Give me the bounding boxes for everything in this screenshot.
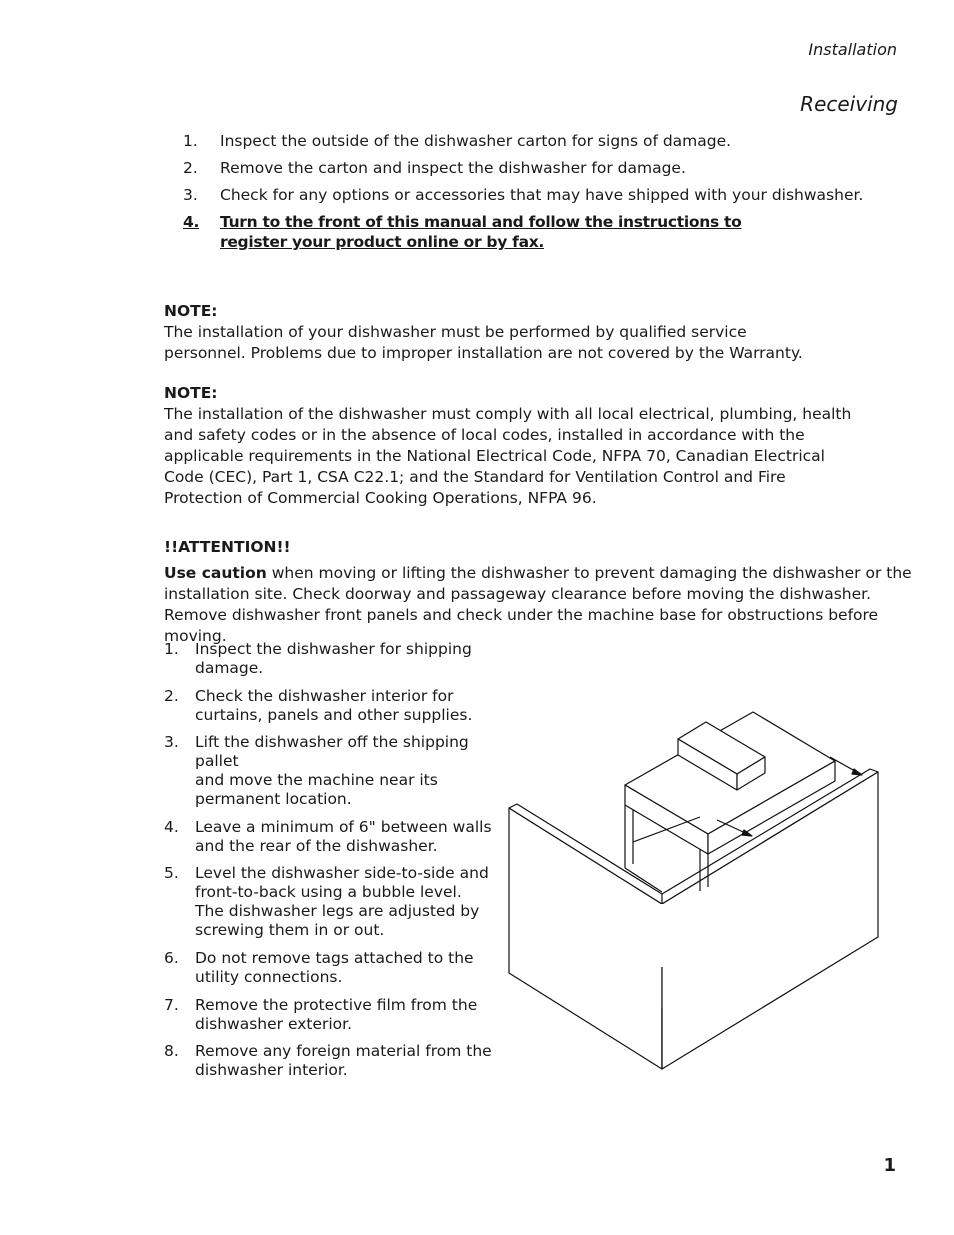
- list-text: Inspect the outside of the dishwasher carton for signs of damage.: [220, 132, 732, 150]
- list-item: [164, 949, 514, 987]
- list-item: [164, 687, 514, 725]
- list-text: Turn to the front of this manual and follow the instructions to register your product online or by fax.: [220, 213, 742, 251]
- list-number: 1.: [164, 640, 179, 658]
- note-label: NOTE:: [164, 302, 218, 320]
- list-text: Lift the dishwasher off the shipping pallet and move the machine near its permanent location.: [195, 733, 469, 809]
- list-number: 6.: [164, 948, 179, 967]
- list-item: [164, 818, 514, 856]
- attention-label: !!ATTENTION!!: [164, 538, 291, 556]
- list-text: Level the dishwasher side-to-side and front-to-back using a bubble level. The dishwasher legs are adjusted by screwing them in or out.: [195, 864, 489, 940]
- list-text: Remove the protective film from the dishwasher exterior.: [195, 995, 478, 1033]
- list-item-register: [183, 212, 883, 252]
- list-number: 2.: [164, 686, 179, 705]
- list-number: 7.: [164, 995, 179, 1014]
- list-text: Check for any options or accessories that may have shipped with your dishwasher.: [220, 186, 864, 204]
- list-number: 4.: [164, 817, 179, 836]
- note-text: The installation of your dishwasher must be performed by qualified service personnel. Problems due to improper installation are not covered by the Warranty.: [164, 323, 803, 362]
- list-text: Check the dishwasher interior for curtains, panels and other supplies.: [195, 686, 473, 724]
- note-qualified-personnel: [164, 301, 904, 364]
- list-number: 1.: [183, 132, 198, 150]
- list-number: 3.: [183, 186, 198, 204]
- attention-lead: Use caution: [164, 564, 267, 582]
- list-text: Remove the carton and inspect the dishwasher for damage.: [220, 159, 686, 177]
- list-number: 8.: [164, 1042, 179, 1061]
- list-item: [164, 864, 514, 940]
- list-number: 2.: [183, 159, 198, 177]
- list-item: [164, 733, 514, 809]
- list-number: 4.: [183, 213, 200, 231]
- receiving-list: [183, 131, 883, 259]
- section-title: Receiving: [800, 92, 898, 116]
- list-text: Inspect the dishwasher for shipping damage.: [195, 640, 472, 677]
- attention-text: [164, 563, 924, 647]
- dishwasher-clearance-illustration: [505, 682, 885, 1074]
- list-number: 3.: [164, 733, 179, 752]
- list-item: [183, 185, 883, 205]
- list-item: [164, 996, 514, 1034]
- list-item: [164, 1042, 514, 1080]
- list-item: [183, 131, 883, 151]
- attention-body: when moving or lifting the dishwasher to prevent damaging the dishwasher or the installation site. Check doorway and passageway clearance before moving the dishwasher. Remove dishwasher front panels and check under the machine base for obstructions before moving.: [164, 564, 912, 645]
- note-text: The installation of the dishwasher must comply with all local electrical, plumbing, health and safety codes or in the absence of local codes, installed in accordance with the applicable requirements in the National Electrical Code, NFPA 70, Canadian Electrical Code (CEC), Part 1, CSA C22.1; and the Standard for Ventilation Control and Fire Protection of Commercial Cooking Operations, NFPA 96.: [164, 405, 852, 507]
- note-label: NOTE:: [164, 384, 218, 402]
- list-text: Do not remove tags attached to the utility connections.: [195, 948, 474, 986]
- list-item: [183, 158, 883, 178]
- list-number: 5.: [164, 864, 179, 883]
- list-item: [164, 640, 514, 678]
- list-text: Leave a minimum of 6" between walls and the rear of the dishwasher.: [195, 817, 492, 855]
- page-number: 1: [883, 1155, 896, 1176]
- list-text: Remove any foreign material from the dishwasher interior.: [195, 1042, 492, 1080]
- note-codes: [164, 383, 904, 509]
- running-header: Installation: [808, 40, 897, 59]
- attention-block: [164, 537, 924, 647]
- installation-steps: [164, 640, 514, 1089]
